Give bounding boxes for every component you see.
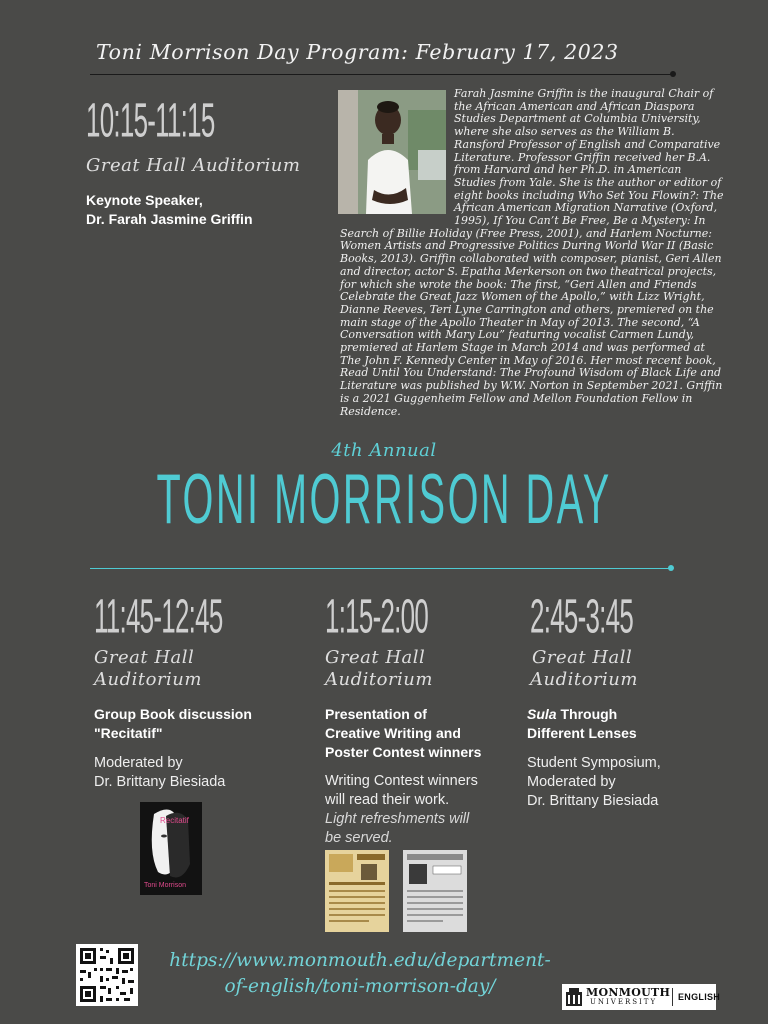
session-2-venue-line1: Great Hall (325, 647, 426, 668)
event-url-line1[interactable]: https://www.monmouth.edu/department- (169, 950, 551, 971)
event-title: TONI MORRISON DAY (156, 459, 612, 539)
logo-sub: UNIVERSITY (590, 998, 658, 1006)
session-2-desc-line1: Writing Contest winners (325, 773, 478, 789)
header-divider-dot (670, 71, 676, 77)
session-1-desc-line1: Moderated by (94, 755, 183, 771)
book-author: Toni Morrison (144, 882, 187, 889)
session-1-desc-line2: Dr. Brittany Biesiada (94, 774, 226, 790)
event-url[interactable] (160, 948, 560, 1000)
university-building-icon (566, 988, 582, 1006)
session-1-time: 11:45-12:45 (94, 588, 223, 644)
keynote-role: Keynote Speaker, (86, 192, 203, 208)
session-3-desc-line1: Student Symposium, (527, 755, 661, 771)
keynote-time-block (86, 92, 265, 148)
session-3-title-line1 (527, 705, 617, 724)
session-3-venue-line1: Great Hall (532, 647, 633, 668)
session-3-title-line2: Different Lenses (527, 725, 637, 741)
session-1-title-line1: Group Book discussion (94, 706, 252, 722)
event-title-wrap (0, 458, 768, 539)
recitatif-book-cover (140, 802, 202, 895)
bio-text: Farah Jasmine Griffin is the inaugural Chair of the African American and African Diaspora Studies Department at Columbia University, where she also serves as the William B. Ransford Professor of English and Comparative Literature. Professor Griffin received her B.A. from Harvard and her Ph.D. in American Studies from Yale. She is the author or editor of eight books including Who Set You Flowin?: The African American Migration Narrative (Oxford, 1995), If You Can’t Be Free, Be a Mystery: In Search of Billie Holiday (Free Press, 2001), and Harlem Nocturne: Women Artists and Progressive Politics During World War II (Basic Books, 2013). Griffin collaborated with composer, pianist, Geri Allen and director, actor S. Epatha Merkerson on two theatrical projects, for which she wrote the book: The first, “Geri Allen and Friends Celebrate the Great Jazz Women of the Apollo,” with Lizz Wright, Dianne Reeves, Teri Lyne Carrington and others, premiered on the main stage of the Apollo Theater in May of 2013. The second, “A Conversation with Mary Lou” featuring vocalist Carmen Lundy, premiered at Harlem Stage in March 2014 and was performed at The John F. Kennedy Center in May of 2016. Her most recent book, Read Until You Understand: The Profound Wisdom of Black Life and Literature was published by W.W. Norton in September 2021. Griffin is a 2021 Guggenheim Fellow and Mellon Foundation Fellow in Residence. (340, 87, 724, 418)
poster-thumbnail-1 (325, 850, 389, 932)
session-2-desc-line3: Light refreshments will (325, 811, 470, 827)
banner-divider-dot (668, 565, 674, 571)
session-3-venue-line2: Auditorium (530, 669, 638, 690)
logo-name: MONMOUTH (586, 986, 671, 999)
session-1-title-line2: "Recitatif" (94, 725, 163, 741)
session-3-desc-line2: Moderated by (527, 774, 616, 790)
monmouth-logo (562, 984, 721, 1010)
session-3-title-rest: Through (556, 706, 618, 722)
session-3-time-block (530, 588, 673, 644)
session-2-title-line3: Poster Contest winners (325, 744, 482, 760)
keynote-time: 10:15-11:15 (86, 92, 215, 148)
bio-photo-spacer (340, 88, 454, 216)
annual-label: 4th Annual (331, 440, 437, 461)
session-3-time: 2:45-3:45 (530, 588, 634, 644)
session-2-desc-line2: will read their work. (325, 792, 450, 808)
banner-divider (90, 568, 670, 569)
keynote-speaker: Dr. Farah Jasmine Griffin (86, 211, 253, 227)
keynote-venue: Great Hall Auditorium (86, 155, 301, 176)
session-2-title-line1: Presentation of (325, 706, 427, 722)
event-url-line2[interactable]: of-english/toni-morrison-day/ (224, 976, 496, 997)
session-2-title-line2: Creative Writing and (325, 725, 461, 741)
session-1-venue-line1: Great Hall (94, 647, 195, 668)
logo-dept: ENGLISH (678, 992, 721, 1002)
session-1-venue-line2: Auditorium (94, 669, 202, 690)
qr-code[interactable] (76, 944, 138, 1006)
session-2-time: 1:15-2:00 (325, 588, 429, 644)
poster-thumbnail-2 (403, 850, 467, 932)
session-3-desc-line3: Dr. Brittany Biesiada (527, 793, 659, 809)
header-divider (90, 74, 672, 75)
program-title: Toni Morrison Day Program: February 17, 2023 (96, 40, 619, 64)
session-3-title-em: Sula (527, 706, 557, 722)
session-2-venue-line2: Auditorium (325, 669, 433, 690)
book-title: Recitatif (160, 816, 189, 825)
session-2-desc-line4: be served. (325, 830, 393, 846)
session-2-time-block (325, 588, 468, 644)
logo-divider (672, 988, 673, 1006)
session-1-time-block (94, 588, 273, 644)
speaker-bio (340, 88, 726, 418)
